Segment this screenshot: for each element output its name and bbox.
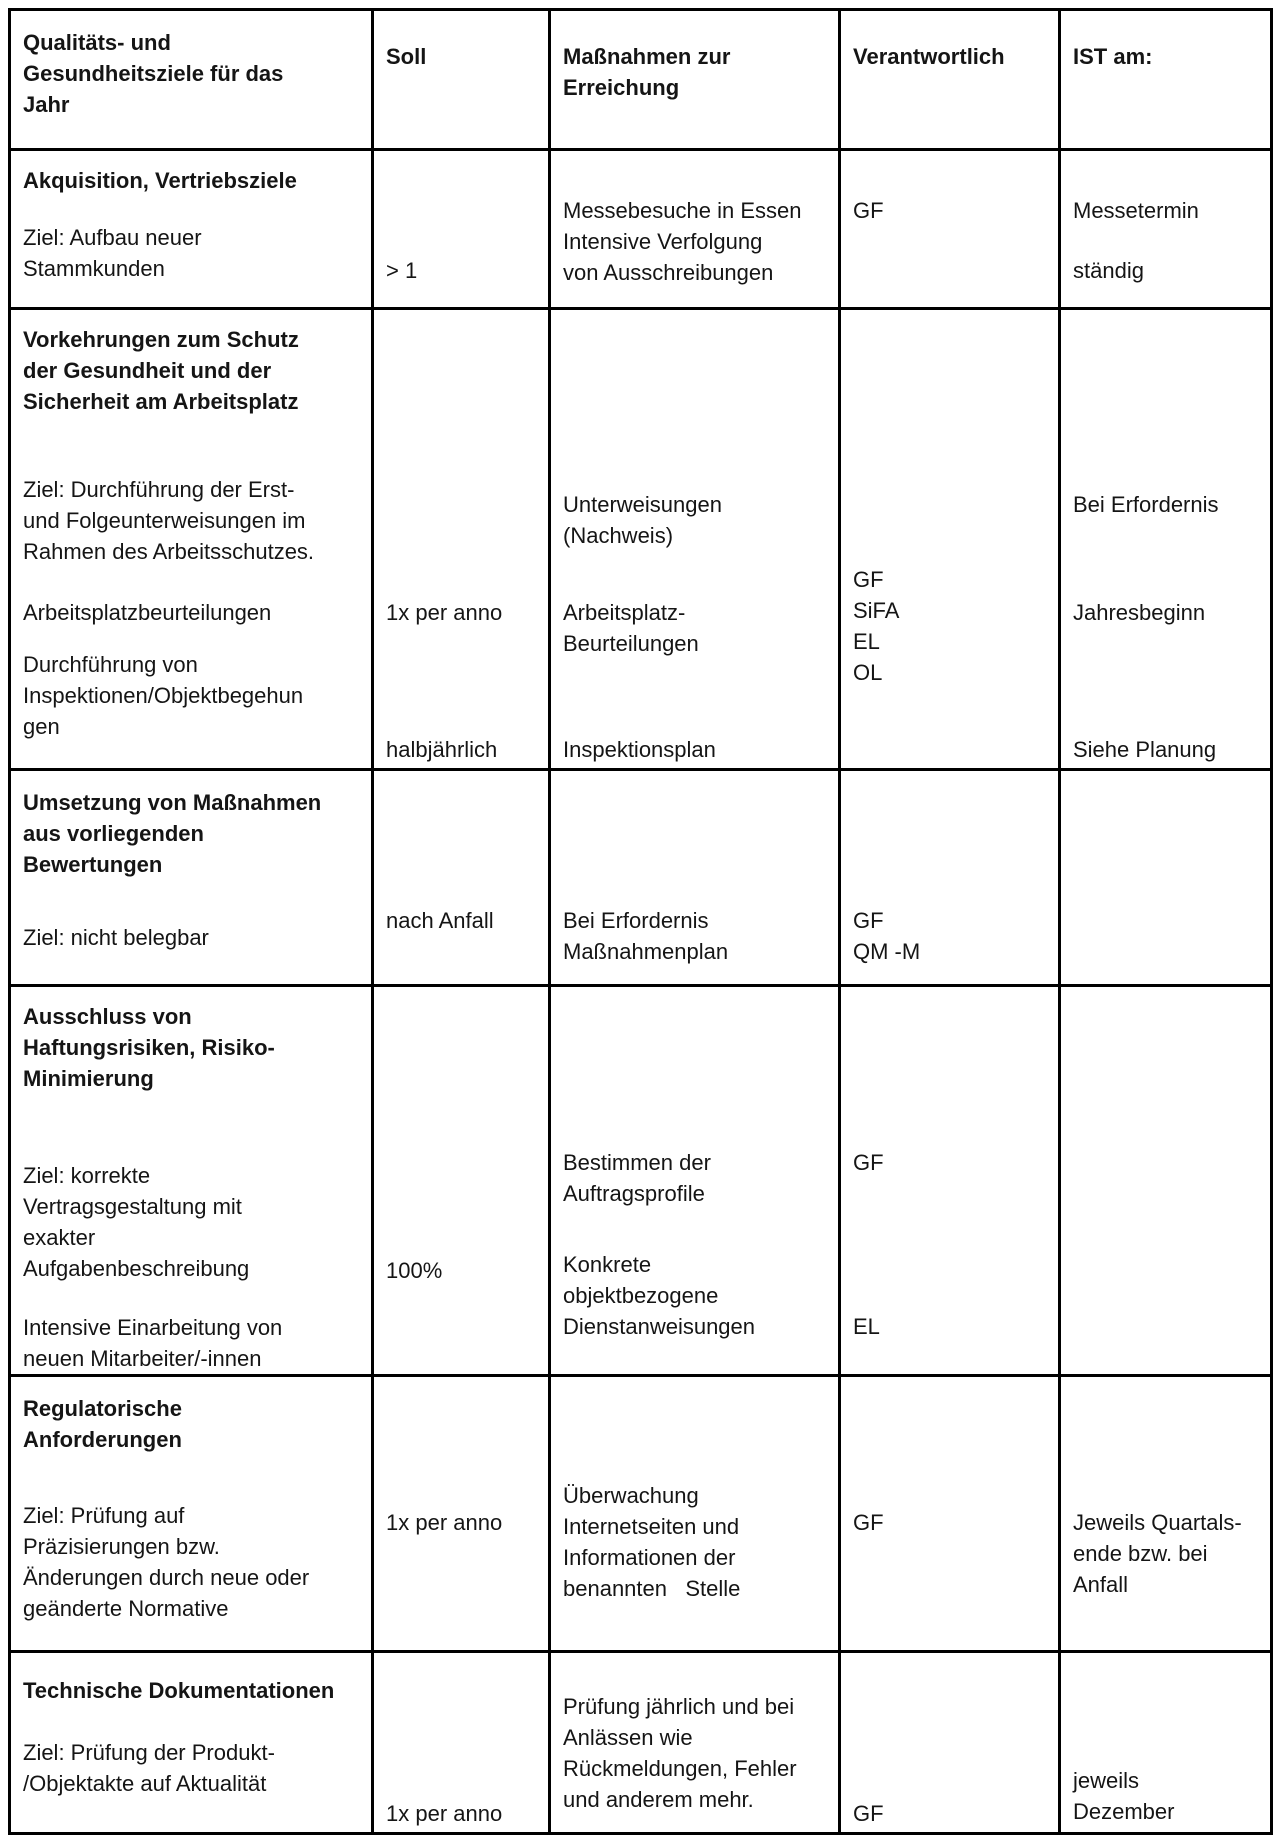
text-line: Arbeitsplatzbeurteilungen xyxy=(23,600,272,625)
soll-value xyxy=(386,905,538,936)
soll-value xyxy=(386,1798,538,1829)
text-line: ende bzw. bei xyxy=(1073,1541,1208,1566)
massnahmen-cell xyxy=(550,770,840,986)
goal-text xyxy=(23,597,361,628)
spacer xyxy=(1073,520,1260,597)
text-line: benannten Stelle xyxy=(563,1576,741,1601)
goal-title xyxy=(23,787,361,880)
text-line: Maßnahmenplan xyxy=(563,939,729,964)
text-line: Anforderungen xyxy=(23,1427,182,1452)
text-line: aus vorliegenden xyxy=(23,821,204,846)
text-line: Bei Erfordernis xyxy=(563,908,709,933)
header-soll-label xyxy=(386,41,538,72)
responsible-roles xyxy=(853,1798,1048,1829)
text-line: GF xyxy=(853,567,884,592)
responsible-roles xyxy=(853,564,1048,688)
text-line: Konkrete xyxy=(563,1252,652,1277)
spacer xyxy=(23,628,361,649)
goal-text xyxy=(23,1312,361,1374)
massnahmen-cell xyxy=(550,309,840,770)
spacer xyxy=(23,1094,361,1160)
text-line: Siehe Planung xyxy=(1073,737,1217,762)
text-line: Gesundheitsziele für das xyxy=(23,61,284,86)
goal-title xyxy=(23,324,361,417)
text-line: Inspektionen/Objektbegehun xyxy=(23,683,304,708)
soll-cell xyxy=(373,1652,550,1834)
goal-cell xyxy=(10,1376,373,1652)
header-row xyxy=(10,10,1272,150)
massnahmen-cell xyxy=(550,150,840,309)
soll-cell xyxy=(373,986,550,1376)
goal-cell xyxy=(10,1652,373,1834)
goal-cell xyxy=(10,309,373,770)
text-line: Jahresbeginn xyxy=(1073,600,1206,625)
spacer xyxy=(563,659,828,734)
text-line: Haftungsrisiken, Risiko- xyxy=(23,1035,275,1060)
text-line: OL xyxy=(853,660,883,685)
soll-value xyxy=(386,1507,538,1538)
text-line: ständig xyxy=(1073,258,1144,283)
text-line: Überwachung xyxy=(563,1483,699,1508)
text-line: und Folgeunterweisungen im xyxy=(23,508,306,533)
text-line: neuen Mitarbeiter/-innen xyxy=(23,1346,262,1371)
text-line: und anderem mehr. xyxy=(563,1787,754,1812)
text-line: halbjährlich xyxy=(386,737,498,762)
header-soll xyxy=(373,10,550,150)
header-verantwortlich xyxy=(840,10,1060,150)
text-line: Soll xyxy=(386,44,427,69)
text-line: Messebesuche in Essen xyxy=(563,198,802,223)
text-line: Akquisition, Vertriebsziele xyxy=(23,168,297,193)
text-line: 100% xyxy=(386,1258,443,1283)
verantwortlich-cell xyxy=(840,1376,1060,1652)
text-line: EL xyxy=(853,629,880,654)
ist-value xyxy=(1073,255,1260,286)
header-massnahmen-label xyxy=(563,41,828,103)
header-verantwortlich-label xyxy=(853,41,1048,72)
text-line: Auftragsprofile xyxy=(563,1181,705,1206)
massnahme-item xyxy=(563,1480,828,1604)
row-haftungsrisiken xyxy=(10,986,1272,1376)
ist-cell xyxy=(1060,150,1272,309)
text-line: Umsetzung von Maßnahmen xyxy=(23,790,322,815)
text-line: Vorkehrungen zum Schutz xyxy=(23,327,299,352)
soll-cell xyxy=(373,150,550,309)
row-akquisition xyxy=(10,150,1272,309)
header-massnahmen xyxy=(550,10,840,150)
spacer xyxy=(563,1209,828,1249)
soll-value xyxy=(386,255,538,286)
text-line: Ziel: nicht belegbar xyxy=(23,925,209,950)
text-line: Qualitäts- und xyxy=(23,30,171,55)
row-regulatorische-anforderungen xyxy=(10,1376,1272,1652)
massnahmen-cell xyxy=(550,1376,840,1652)
text-line: 1x per anno xyxy=(386,1510,503,1535)
text-line: GF xyxy=(853,908,884,933)
soll-value xyxy=(386,597,538,628)
spacer xyxy=(23,1455,361,1500)
text-line: /Objektakte auf Aktualität xyxy=(23,1771,267,1796)
soll-cell xyxy=(373,770,550,986)
text-line: Prüfung jährlich und bei xyxy=(563,1694,795,1719)
massnahme-item xyxy=(563,734,828,765)
text-line: Regulatorische xyxy=(23,1396,182,1421)
spacer xyxy=(23,417,361,474)
verantwortlich-cell xyxy=(840,150,1060,309)
text-line: Stammkunden xyxy=(23,256,165,281)
text-line: Ziel: Prüfung der Produkt- xyxy=(23,1740,275,1765)
text-line: Maßnahmen zur xyxy=(563,44,731,69)
soll-cell xyxy=(373,1376,550,1652)
spacer xyxy=(563,551,828,597)
responsible-roles xyxy=(853,195,1048,226)
text-line: von Ausschreibungen xyxy=(563,260,774,285)
soll-cell xyxy=(373,309,550,770)
text-line: (Nachweis) xyxy=(563,523,674,548)
ist-value xyxy=(1073,489,1260,520)
text-line: Änderungen durch neue oder xyxy=(23,1565,310,1590)
goal-cell xyxy=(10,770,373,986)
massnahme-item xyxy=(563,195,828,288)
text-line: Inspektionsplan xyxy=(563,737,716,762)
text-line: GF xyxy=(853,198,884,223)
text-line: Bestimmen der xyxy=(563,1150,711,1175)
ist-cell xyxy=(1060,1376,1272,1652)
goal-text xyxy=(23,474,361,567)
text-line: Anlässen wie xyxy=(563,1725,693,1750)
text-line: gen xyxy=(23,714,60,739)
ist-value xyxy=(1073,1765,1260,1827)
row-umsetzung xyxy=(10,770,1272,986)
text-line: Beurteilungen xyxy=(563,631,699,656)
header-ist xyxy=(1060,10,1272,150)
spacer xyxy=(1073,226,1260,255)
goal-title xyxy=(23,165,361,196)
text-line: Intensive Verfolgung xyxy=(563,229,763,254)
goal-text xyxy=(23,922,361,953)
goal-title xyxy=(23,1393,361,1455)
text-line: IST am: xyxy=(1073,44,1153,69)
ist-cell xyxy=(1060,770,1272,986)
text-line: SiFA xyxy=(853,598,900,623)
text-line: der Gesundheit und der xyxy=(23,358,272,383)
ist-value xyxy=(1073,597,1260,628)
goal-text xyxy=(23,1500,361,1624)
text-line: Intensive Einarbeitung von xyxy=(23,1315,283,1340)
text-line: objektbezogene xyxy=(563,1283,719,1308)
goal-title xyxy=(23,1675,361,1706)
goal-text xyxy=(23,222,361,284)
text-line: Unterweisungen xyxy=(563,492,722,517)
responsible-roles xyxy=(853,1507,1048,1538)
spacer xyxy=(1073,628,1260,734)
verantwortlich-cell xyxy=(840,309,1060,770)
goal-title xyxy=(23,1001,361,1094)
spacer xyxy=(386,628,538,734)
text-line: Rahmen des Arbeitsschutzes. xyxy=(23,539,315,564)
text-line: Ziel: Aufbau neuer xyxy=(23,225,202,250)
spacer xyxy=(23,567,361,597)
massnahmen-cell xyxy=(550,1652,840,1834)
text-line: exakter xyxy=(23,1225,96,1250)
text-line: Dezember xyxy=(1073,1799,1175,1824)
text-line: Verantwortlich xyxy=(853,44,1005,69)
massnahme-item xyxy=(563,905,828,967)
quality-goals-table xyxy=(8,8,1273,1835)
text-line: nach Anfall xyxy=(386,908,494,933)
text-line: Präzisierungen bzw. xyxy=(23,1534,220,1559)
text-line: Ausschluss von xyxy=(23,1004,192,1029)
ist-cell xyxy=(1060,1652,1272,1834)
goal-cell xyxy=(10,986,373,1376)
massnahmen-cell xyxy=(550,986,840,1376)
text-line: Jeweils Quartals- xyxy=(1073,1510,1242,1535)
text-line: Bewertungen xyxy=(23,852,163,877)
goal-text xyxy=(23,1160,361,1284)
text-line: Technische Dokumentationen xyxy=(23,1678,335,1703)
ist-value xyxy=(1073,195,1260,226)
text-line: EL xyxy=(853,1314,880,1339)
verantwortlich-cell xyxy=(840,1652,1060,1834)
spacer xyxy=(23,1706,361,1737)
text-line: Ziel: korrekte xyxy=(23,1163,151,1188)
text-line: > 1 xyxy=(386,258,418,283)
responsible-roles xyxy=(853,905,1048,967)
ist-value xyxy=(1073,1507,1260,1600)
massnahme-item xyxy=(563,489,828,551)
text-line: GF xyxy=(853,1801,884,1826)
text-line: QM -M xyxy=(853,939,921,964)
goal-text xyxy=(23,1737,361,1799)
text-line: GF xyxy=(853,1510,884,1535)
text-line: Informationen der xyxy=(563,1545,736,1570)
header-goal-label xyxy=(23,27,361,120)
text-line: Vertragsgestaltung mit xyxy=(23,1194,242,1219)
verantwortlich-cell xyxy=(840,770,1060,986)
text-line: jeweils xyxy=(1073,1768,1140,1793)
spacer xyxy=(23,1284,361,1312)
row-arbeitsschutz xyxy=(10,309,1272,770)
text-line: geänderte Normative xyxy=(23,1596,229,1621)
spacer xyxy=(853,1178,1048,1311)
soll-value xyxy=(386,734,538,765)
text-line: Rückmeldungen, Fehler xyxy=(563,1756,797,1781)
goal-cell xyxy=(10,150,373,309)
text-line: Sicherheit am Arbeitsplatz xyxy=(23,389,299,414)
text-line: 1x per anno xyxy=(386,1801,503,1826)
text-line: Durchführung von xyxy=(23,652,198,677)
text-line: Anfall xyxy=(1073,1572,1129,1597)
goal-text xyxy=(23,649,361,742)
responsible-roles xyxy=(853,1147,1048,1178)
text-line: Arbeitsplatz- xyxy=(563,600,686,625)
massnahme-item xyxy=(563,1147,828,1209)
text-line: Internetseiten und xyxy=(563,1514,740,1539)
header-ist-label xyxy=(1073,41,1260,72)
text-line: Minimierung xyxy=(23,1066,154,1091)
text-line: Ziel: Durchführung der Erst- xyxy=(23,477,295,502)
text-line: Aufgabenbeschreibung xyxy=(23,1256,250,1281)
row-technische-dokumentationen xyxy=(10,1652,1272,1834)
responsible-roles xyxy=(853,1311,1048,1342)
massnahme-item xyxy=(563,1249,828,1342)
ist-value xyxy=(1073,734,1260,765)
massnahme-item xyxy=(563,597,828,659)
text-line: 1x per anno xyxy=(386,600,503,625)
ist-cell xyxy=(1060,309,1272,770)
massnahme-item xyxy=(563,1691,828,1815)
text-line: Messetermin xyxy=(1073,198,1199,223)
text-line: Dienstanweisungen xyxy=(563,1314,756,1339)
text-line: Ziel: Prüfung auf xyxy=(23,1503,185,1528)
verantwortlich-cell xyxy=(840,986,1060,1376)
text-line: Bei Erfordernis xyxy=(1073,492,1219,517)
header-goal xyxy=(10,10,373,150)
spacer xyxy=(23,880,361,922)
text-line: Jahr xyxy=(23,92,70,117)
text-line: Erreichung xyxy=(563,75,680,100)
text-line: GF xyxy=(853,1150,884,1175)
soll-value xyxy=(386,1255,538,1286)
ist-cell xyxy=(1060,986,1272,1376)
spacer xyxy=(23,196,361,222)
